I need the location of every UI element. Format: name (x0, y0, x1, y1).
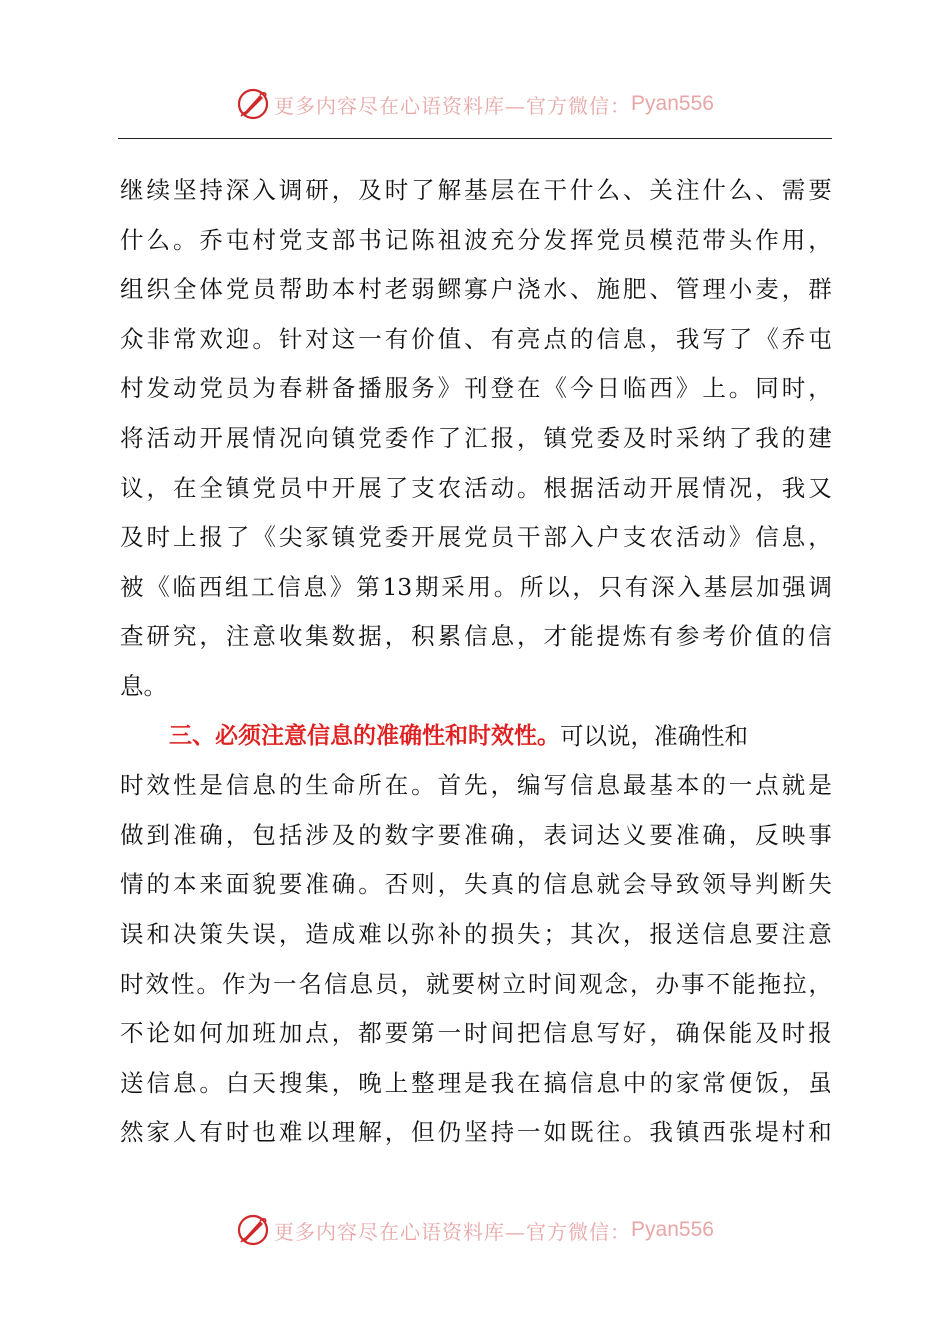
text-line: 众 非 常 欢 迎 。 针 对 这 一 有 价 值 、 有 亮 点 的 信 息 ， 我 写 了 《 乔 屯 (120, 324, 832, 353)
text-line: 误 和 决 策 失 误 ， 造 成 难 以 弥 补 的 损 失 ； 其 次 ， 报 送 信 息 要 注 意 (120, 919, 832, 948)
text-line: 然 家 人 有 时 也 难 以 理 解 ， 但 仍 坚 持 一 如 既 往 。 我 镇 西 张 堤 村 和 (120, 1118, 832, 1147)
text-line: 查 研 究 ， 注 意 收 集 数 据 ， 积 累 信 息 ， 才 能 提 炼 有 参 考 价 值 的 信 (120, 622, 832, 651)
text-line: 及 时 上 报 了 《 尖 冢 镇 党 委 开 展 党 员 干 部 入 户 支 农 活 动 》 信 息 ， (120, 523, 832, 552)
document-body (120, 166, 832, 1158)
section-heading-line (120, 712, 832, 762)
text-line: 时 效 性 是 信 息 的 生 命 所 在 。 首 先 ， 编 写 信 息 最 基 本 的 一 点 就 是 (120, 771, 832, 800)
text-line: 村 发 动 党 员 为 春 耕 备 播 服 务 》 刊 登 在 《 今 日 临 西 》 上 。 同 时 ， (120, 374, 832, 403)
header-banner (0, 84, 950, 124)
banner-wechat-id: Pyan556 (631, 1218, 714, 1241)
header-divider (118, 138, 832, 139)
text-line: 将 活 动 开 展 情 况 向 镇 党 委 作 了 汇 报 ， 镇 党 委 及 时 采 纳 了 我 的 建 (120, 423, 832, 452)
text-line: 做 到 准 确 ， 包 括 涉 及 的 数 字 要 准 确 ， 表 词 达 义 要 准 确 ， 反 映 事 (120, 820, 832, 849)
text-line: 不 论 如 何 加 班 加 点 ， 都 要 第 一 时 间 把 信 息 写 好 ， 确 保 能 及 时 报 (120, 1019, 832, 1048)
section-heading: 三、必须注意信息的准确性和时效性。 (169, 722, 560, 749)
text-line: 什 么 。 乔 屯 村 党 支 部 书 记 陈 祖 波 充 分 发 挥 党 员 模 范 带 头 作 用 ， (120, 225, 832, 254)
text-line: 送 信 息 。 白 天 搜 集 ， 晚 上 整 理 是 我 在 搞 信 息 中 的 家 常 便 饭 ， 虽 (120, 1068, 832, 1097)
text-line: 被 《 临 西 组 工 信 息 》 第 13 期 采 用 。 所 以 ， 只 有 深 入 基 层 加 强 调 (120, 572, 832, 601)
text-line: 时 效 性 。 作 为 一 名 信 息 员 ， 就 要 树 立 时 间 观 念 ， 办 事 不 能 拖 拉 ， (120, 969, 832, 998)
text-line: 情 的 本 来 面 貌 要 准 确 。 否 则 ， 失 真 的 信 息 就 会 导 致 领 导 判 断 失 (120, 870, 832, 899)
quill-logo-icon (236, 1213, 270, 1247)
quill-logo-icon (236, 87, 270, 121)
banner-text: 更多内容尽在心语资料库—官方微信： (274, 93, 632, 118)
footer-banner (0, 1210, 950, 1250)
text-line: 组 织 全 体 党 员 帮 助 本 村 老 弱 鳏 寡 户 浇 水 、 施 肥 、 管 理 小 麦 ， 群 (120, 275, 832, 304)
text-line: 继 续 坚 持 深 入 调 研 ， 及 时 了 解 基 层 在 干 什 么 、 关 注 什 么 、 需 要 (120, 176, 832, 204)
text-line: 议 ， 在 全 镇 党 员 中 开 展 了 支 农 活 动 。 根 据 活 动 开 展 情 况 ， 我 又 (120, 473, 832, 502)
heading-line-rest: 可以说，准确性和 (560, 721, 748, 750)
text-line: 息。 (120, 671, 167, 700)
banner-text: 更多内容尽在心语资料库—官方微信： (274, 1219, 632, 1244)
banner-wechat-id: Pyan556 (631, 92, 714, 115)
